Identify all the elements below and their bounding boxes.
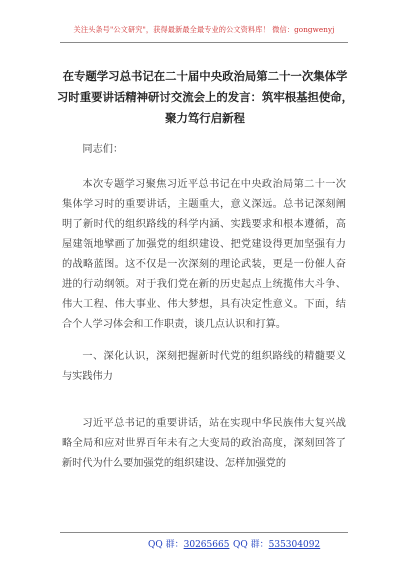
footer-qq-group-2	[233, 537, 320, 550]
footer-divider	[60, 532, 348, 533]
footer-qq-number-2: 535304092	[268, 540, 321, 550]
footer-qq-label-1: QQ 群：	[148, 540, 184, 550]
footer-qq-group-1	[148, 537, 229, 550]
body-paragraph-1: 本次专题学习聚焦习近平总书记在中央政治局第二十一次集体学习时的重要讲话，主题重大，意义深远。总书记深刻阐明了新时代的组织路线的科学内涵、实践要求和根本遵循，高屋建瓴地擘画了加强党的组织建设、把党建设得更加坚强有力的战略蓝图。这不仅是一次深刻的理论武装，更是一份催人奋进的行动纲领。对于我们党在新的历史起点上统揽伟大斗争、伟大工程、伟大事业、伟大梦想，具有决定性意义。下面，结合个人学习体会和工作职责，谈几点认识和打算。	[62, 179, 346, 330]
section-heading-1: 一、深化认识，深刻把握新时代党的组织路线的精髓要义与实践伟力	[62, 351, 346, 382]
title-line-3: 聚力笃行启新程	[165, 111, 245, 125]
footer-qq-number-1: 30265665	[183, 540, 230, 550]
header-divider	[60, 42, 348, 43]
title-line-1: 在专题学习总书记在二十届中央政治局第二十一次集体学	[62, 69, 348, 83]
document-title	[52, 66, 358, 129]
title-line-2: 习时重要讲话精神研讨交流会上的发言：筑牢根基担使命，	[56, 90, 354, 104]
salutation: 同志们：	[82, 144, 124, 155]
header-promo-note: 关注头条号"公文研究"，获得最新最全最专业的公文资料库！ 微信：gongwenyj	[73, 25, 335, 34]
body-paragraph-2: 习近平总书记的重要讲话，站在实现中华民族伟大复兴战略全局和应对世界百年未有之大变局的政治高度，深刻回答了新时代为什么要加强党的组织建设、怎样加强党的	[62, 418, 346, 469]
footer-qq-label-2: QQ 群：	[233, 540, 269, 550]
